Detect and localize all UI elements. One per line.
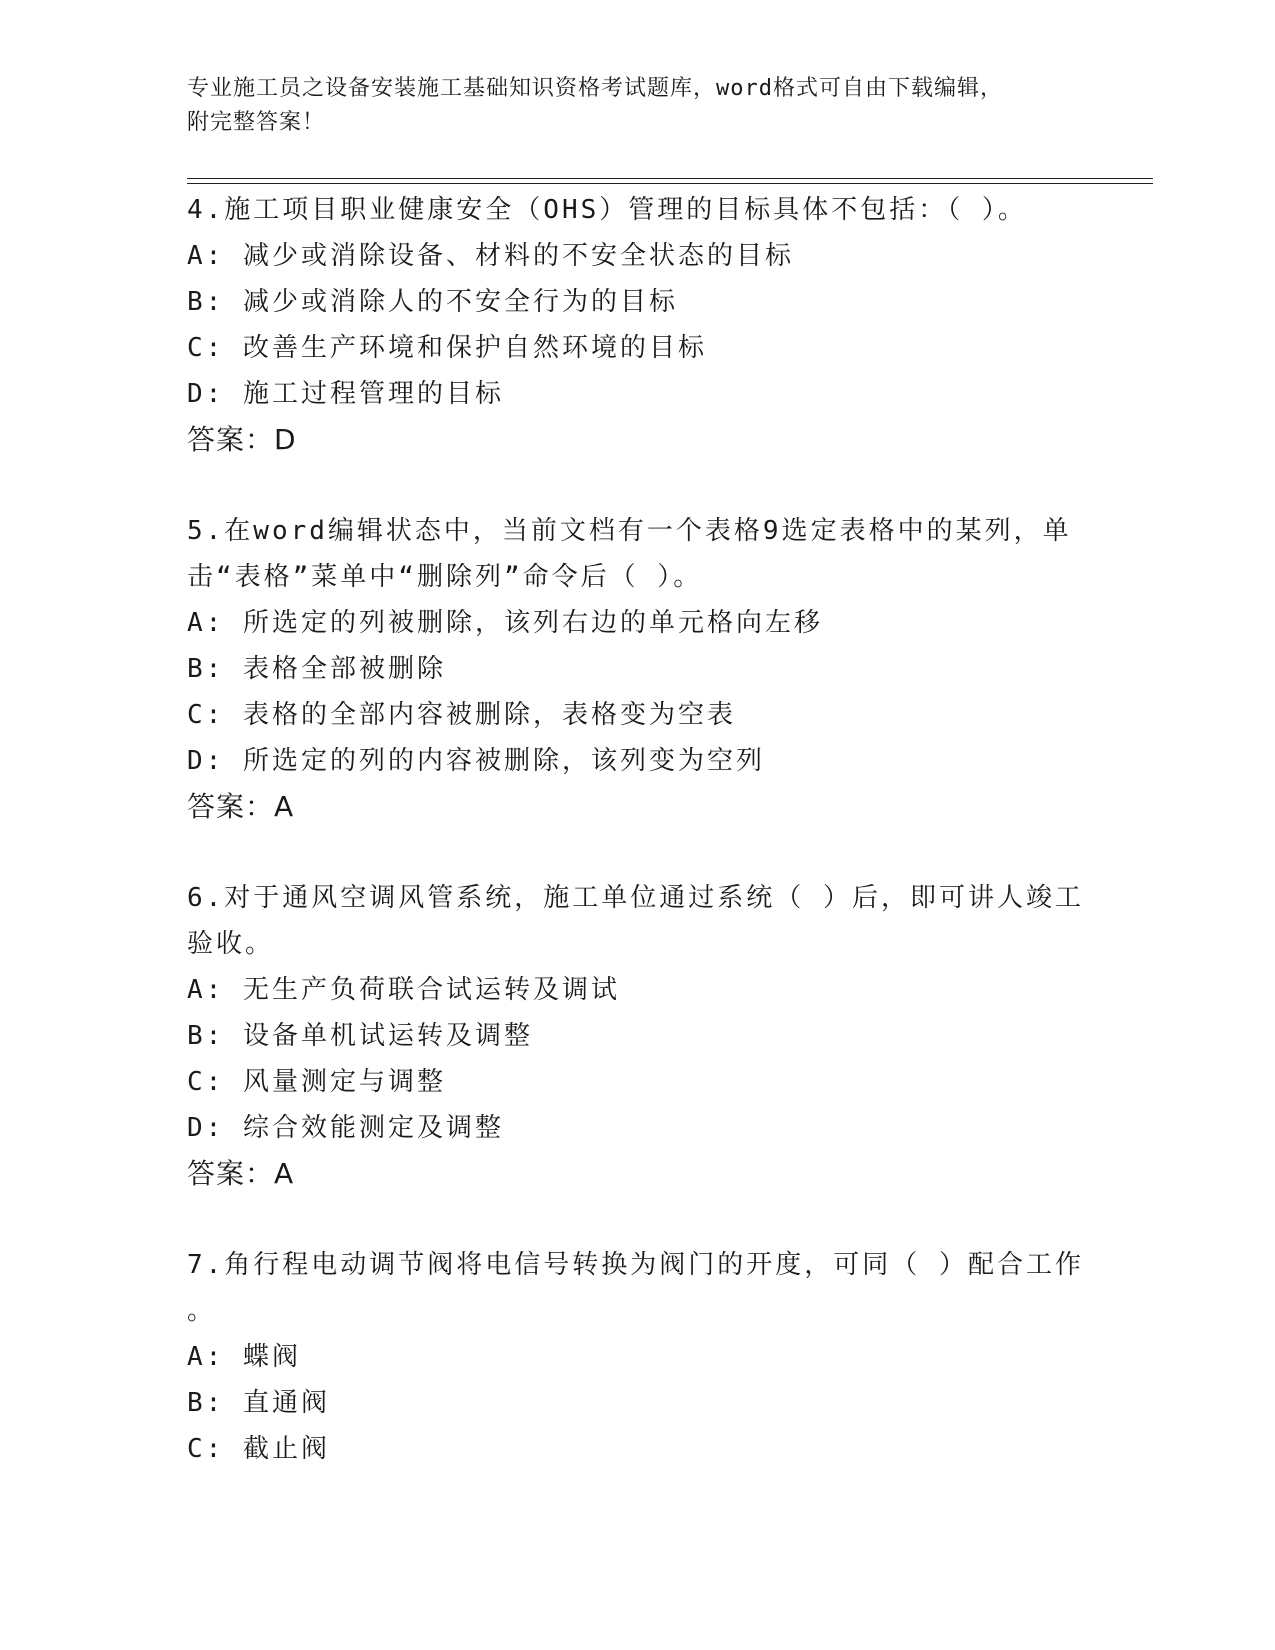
option-b: B: 减少或消除人的不安全行为的目标 [187,287,678,317]
answer-label: 答案：D [187,423,297,456]
question-6 [187,875,1087,1197]
question-list [187,187,1087,1517]
document-header [187,72,1087,140]
option-c: C: 截止阀 [187,1434,330,1464]
option-d: D: 施工过程管理的目标 [187,379,504,409]
question-4 [187,187,1087,463]
option-a: A: 减少或消除设备、材料的不安全状态的目标 [187,241,794,271]
question-stem: 4.施工项目职业健康安全（OHS）管理的目标具体不包括：（ ）。 [187,195,1027,225]
question-7 [187,1242,1087,1472]
option-a: A: 所选定的列被删除，该列右边的单元格向左移 [187,608,823,638]
option-a: A: 蝶阀 [187,1342,301,1372]
option-d: D: 综合效能测定及调整 [187,1113,504,1143]
option-b: B: 设备单机试运转及调整 [187,1021,533,1051]
question-stem-continued: 击“表格”菜单中“删除列”命令后（ ）。 [187,562,703,592]
option-c: C: 改善生产环境和保护自然环境的目标 [187,333,707,363]
question-5 [187,508,1087,830]
option-c: C: 风量测定与调整 [187,1067,446,1097]
header-divider-top [187,178,1153,179]
header-divider-bottom [187,183,1153,184]
option-b: B: 直通阀 [187,1388,330,1418]
option-a: A: 无生产负荷联合试运转及调试 [187,975,620,1005]
option-d: D: 所选定的列的内容被删除，该列变为空列 [187,746,765,776]
header-line-1: 专业施工员之设备安装施工基础知识资格考试题库，word格式可自由下载编辑， [187,76,1003,101]
question-stem-continued: 验收。 [187,929,275,959]
question-stem: 5.在word编辑状态中，当前文档有一个表格9选定表格中的某列，单 [187,516,1072,546]
question-stem: 7.角行程电动调节阀将电信号转换为阀门的开度，可同（ ）配合工作 [187,1250,1084,1280]
answer-label: 答案：A [187,790,295,823]
question-stem-continued: 。 [187,1296,217,1326]
option-c: C: 表格的全部内容被删除，表格变为空表 [187,700,736,730]
header-line-2: 附完整答案！ [187,110,326,135]
answer-label: 答案：A [187,1157,295,1190]
option-b: B: 表格全部被删除 [187,654,446,684]
question-stem: 6.对于通风空调风管系统，施工单位通过系统（ ）后，即可讲人竣工 [187,883,1084,913]
